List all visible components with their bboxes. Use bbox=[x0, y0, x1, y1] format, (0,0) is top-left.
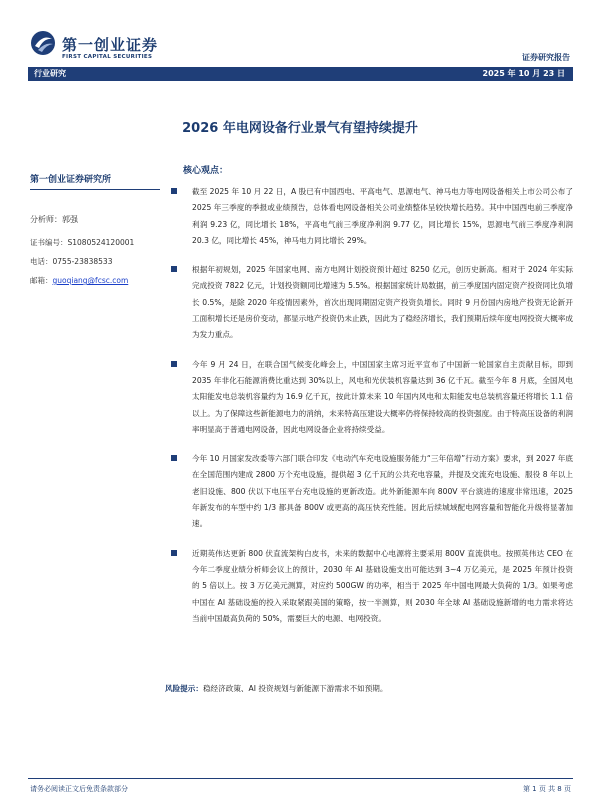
brand-name: 第一创业证券 bbox=[62, 36, 159, 54]
square-bullet-icon bbox=[171, 361, 177, 367]
square-bullet-icon bbox=[171, 266, 177, 272]
brand-name-en: FIRST CAPITAL SECURITIES bbox=[62, 54, 153, 60]
company-logo-icon bbox=[30, 30, 56, 56]
core-paragraph: 截至 2025 年 10 月 22 日，A 股已有中国西电、平高电气、思源电气、神马电力等电网设备相关上市公司公布了 2025 年三季度的季报或业绩预告，总体看电网设备相关公司业绩整体呈较快增长趋势。其中中国西电前三季度净利润 9.23 亿，同比增长 18%，平高电气前三季度净利润 9.77 亿，同比增长 15%，思源电气前三季度净利润 20.3 亿，同比增长 45%，神马电力同比增长 29%。 bbox=[183, 184, 573, 249]
square-bullet-icon bbox=[171, 188, 177, 194]
sidebar bbox=[30, 172, 160, 286]
risk-text: 稳经济政策、AI 投资规划与新能源下游需求不如预期。 bbox=[202, 684, 388, 693]
core-paragraph: 根据年初规划，2025 年国家电网、南方电网计划投资预计超过 8250 亿元，创历史新高。相对于 2024 年实际完成投资 7822 亿元，计划投资额同比增速为 5.5%。根据国家统计局数据，前三季度国内固定资产投资同比负增长 0.5%，是除 2020 年疫情因素外，首次出现同期固定资产投资负增长。同时 9 月份国内房地产投资无论新开工面积增长还是房价变动，都显示地产投资仍未止跌，因此为了稳经济增长，我们预期后续年度电网投资大概率成为发力重点。 bbox=[183, 262, 573, 343]
square-bullet-icon bbox=[171, 550, 177, 556]
cert-value: S1080524120001 bbox=[67, 238, 135, 247]
report-title: 2026 年电网设备行业景气有望持续提升 bbox=[182, 121, 418, 136]
category-label: 行业研究 bbox=[34, 69, 66, 78]
phone-row bbox=[30, 256, 160, 267]
email-link[interactable]: guoqiang@fcsc.com bbox=[52, 276, 129, 285]
cert-row bbox=[30, 237, 160, 248]
cert-label: 证书编号： bbox=[30, 238, 68, 247]
disclaimer-note: 请务必阅读正文后免责条款部分 bbox=[30, 785, 128, 793]
page-footer bbox=[28, 778, 573, 793]
institution-name: 第一创业证券研究所 bbox=[30, 172, 160, 190]
phone-label: 电话： bbox=[30, 257, 53, 266]
analyst-name: 分析师：郭强 bbox=[30, 215, 78, 224]
core-section bbox=[183, 163, 573, 640]
risk-label: 风险提示： bbox=[165, 684, 203, 693]
doc-type-label: 证券研究报告 bbox=[522, 53, 570, 62]
header-bar bbox=[28, 67, 573, 81]
page-number: 第 1 页 共 8 页 bbox=[522, 785, 571, 793]
core-paragraph: 今年 9 月 24 日，在联合国气候变化峰会上，中国国家主席习近平宣布了中国新一轮国家自主贡献目标，即到 2035 年非化石能源消费比重达到 30%以上，风电和光伏装机容量达到 36 亿千瓦。截至今年 8 月底，全国风电太阳能发电总装机容量约为 16.9 亿千瓦，按此计算未来 10 年国内风电和太阳能发电总装机容量还将增长 1.1 倍以上。为了保障这些新能源电力的消纳，未来特高压建设大概率仍将保持较高的投资强度。由于特高压设备的利润率明显高于普通电网设备，因此电网设备企业将持续受益。 bbox=[183, 357, 573, 438]
report-date: 2025 年 10 月 23 日 bbox=[482, 69, 565, 78]
core-paragraph: 今年 10 月国家发改委等六部门联合印发《电动汽车充电设施服务能力“三年倍增”行动方案》要求，到 2027 年底在全国范围内建成 2800 万个充电设施，提供超 3 亿千瓦的公共充电容量，并提及交流充电设施、服役 8 年以上老旧设施、800 伏以下电压平台充电设施的更新改造。此外新能源车向 800V 平台演进的速度非常迅速，2025 年新发布的车型中约 1/3 都具备 800V 或更高的高压快充性能。因此后续城域配电网容量和智能化升级将显著加速。 bbox=[183, 451, 573, 532]
page-header bbox=[0, 0, 600, 100]
email-row bbox=[30, 275, 160, 286]
phone-value: 0755-23838533 bbox=[52, 257, 113, 266]
core-paragraph: 近期英伟达更新 800 伏直流架构白皮书，未来的数据中心电源将主要采用 800V 直流供电。按照英伟达 CEO 在今年二季度业绩分析师会议上的预计，2030 年 AI 基础设施支出可能达到 3~4 万亿美元，是 2025 年预计投资的 5 倍以上。按 3 万亿美元测算，对应约 500GW 的功率，相当于 2025 年中国电网最大负荷的 1/3。如果考虑中国在 AI 基础设施的投入采取紧跟美国的策略，按一半测算，则 2030 年全球 AI 基础设施新增的电力需求将达当前中国最高负荷的 50%，需要巨大的电源、电网投资。 bbox=[183, 546, 573, 627]
email-label: 邮箱： bbox=[30, 276, 53, 285]
square-bullet-icon bbox=[171, 455, 177, 461]
core-heading: 核心观点： bbox=[183, 166, 229, 176]
risk-warning bbox=[165, 683, 575, 694]
